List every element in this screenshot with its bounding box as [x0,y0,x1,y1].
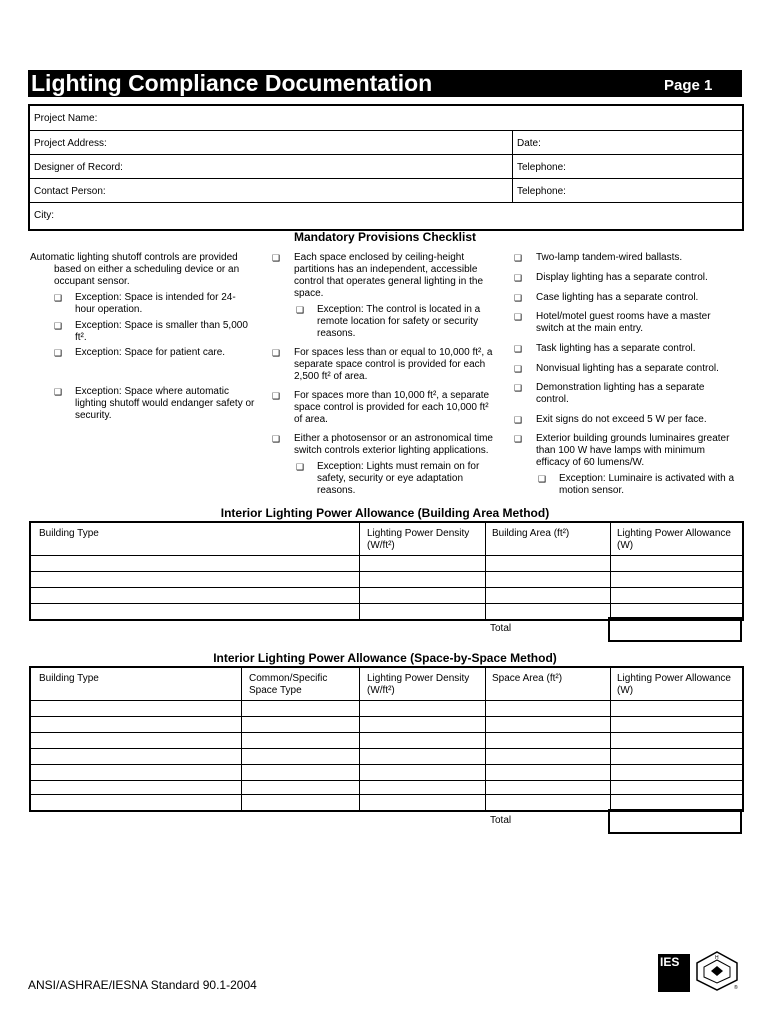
table2-total-label: Total [490,815,512,826]
table2-row-line [31,764,742,765]
telephone-label-2: Telephone: [517,186,566,197]
table2-header-lpd: Lighting Power Density (W/ft²) [367,673,470,696]
checkbox-icon[interactable]: ❑ [514,253,523,263]
col1-ex1: Exception: Space is intended for 24-hour operation. [75,292,236,315]
table2-header-space-type: Common/Specific Space Type [249,673,328,696]
designer-label: Designer of Record: [34,162,123,173]
page-number: Page 1 [664,77,713,94]
project-name-row[interactable] [30,106,742,130]
table1-header-lpd: Lighting Power Density (W/ft²) [367,528,470,551]
checkbox-icon[interactable]: ❑ [54,348,63,358]
table2 [29,666,744,812]
table2-row-line [31,716,742,717]
col3-item8: Exit signs do not exceed 5 W per face. [536,414,707,425]
ies-logo-text: IES [660,955,680,969]
header-bar [28,70,742,97]
table1-row-line [31,555,742,556]
col2-item3: For spaces more than 10,000 ft², a separate space control is provided for each 10,000 ft² of area. [294,390,490,425]
svg-text:H: H [715,955,719,961]
svg-text:®: ® [734,985,738,991]
col1-ex3: Exception: Space for patient care. [75,347,226,358]
table1-header-lpa: Lighting Power Allowance (W) [617,528,731,551]
col3-item1: Two-lamp tandem-wired ballasts. [536,252,683,263]
checkbox-icon[interactable]: ❑ [514,383,523,393]
checkbox-icon[interactable]: ❑ [54,293,63,303]
checkbox-icon[interactable]: ❑ [272,434,281,444]
col3-item9: Exterior building grounds luminaires greater than 100 W have lamps with minimum efficacy of 60 lumens/W. [536,433,730,468]
col3-item6: Nonvisual lighting has a separate control. [536,363,719,374]
col1-intro [30,252,242,288]
contact-row[interactable] [30,178,742,203]
checkbox-icon[interactable]: ❑ [538,474,547,484]
table2-divider [359,668,360,810]
table1-row-line [31,571,742,572]
table2-header-lpa: Lighting Power Allowance (W) [617,673,731,696]
checkbox-icon[interactable]: ❑ [514,364,523,374]
table1-total-label: Total [490,623,512,634]
table1-total-field[interactable] [608,617,742,642]
table2-row-line [31,700,742,701]
table1-header-area: Building Area (ft²) [492,528,570,539]
checkbox-icon[interactable]: ❑ [272,348,281,358]
standard-footer: ANSI/ASHRAE/IESNA Standard 90.1-2004 [28,978,257,992]
table2-title: Interior Lighting Power Allowance (Space-by-Space Method) [213,651,557,665]
col1-ex2: Exception: Space is smaller than 5,000 ft². [75,320,248,343]
ies-ashrae-logo [658,950,740,992]
col2-item4: Either a photosensor or an astronomical time switch controls exterior lighting applications. [294,433,493,456]
checkbox-icon[interactable]: ❑ [54,387,63,397]
city-label: City: [34,210,54,221]
table2-row-line [31,748,742,749]
checkbox-icon[interactable]: ❑ [54,321,63,331]
col3-item4: Hotel/motel guest rooms have a master switch at the main entry. [536,311,711,334]
col1-intro-text: Automatic lighting shutoff controls are provided based on either a scheduling device or an occupant sensor. [30,252,240,287]
table2-row-line [31,732,742,733]
col1-ex4: Exception: Space where automatic lighting shutoff would endanger safety or security. [75,386,255,421]
table2-divider [241,668,242,810]
checkbox-icon[interactable]: ❑ [514,293,523,303]
checkbox-icon[interactable]: ❑ [514,415,523,425]
table2-total-field[interactable] [608,809,742,834]
checkbox-icon[interactable]: ❑ [272,253,281,263]
col3-item3: Case lighting has a separate control. [536,292,699,303]
project-info-box [28,104,744,231]
col3-item7: Demonstration lighting has a separate control. [536,382,705,405]
table1-title: Interior Lighting Power Allowance (Building Area Method) [220,506,550,520]
checkbox-icon[interactable]: ❑ [296,305,305,315]
ies-logo-block [658,954,690,992]
col2-ex2: Exception: Lights must remain on for safety, security or eye adaptation reasons. [317,461,480,496]
col2-ex1: Exception: The control is located in a remote location for safety or security reasons. [317,304,481,339]
city-row[interactable] [30,202,742,227]
col2-item1: Each space enclosed by ceiling-height partitions has an independent, accessible control that operates general lighting in the space. [294,252,484,299]
contact-label: Contact Person: [34,186,106,197]
project-name-label: Project Name: [34,113,98,124]
checkbox-icon[interactable]: ❑ [296,462,305,472]
project-address-row[interactable] [30,130,742,155]
col3-ex1: Exception: Luminaire is activated with a motion sensor. [559,473,735,496]
telephone-label-1: Telephone: [517,162,566,173]
checkbox-icon[interactable]: ❑ [514,312,523,322]
table2-row-line [31,780,742,781]
table2-divider [610,668,611,810]
table2-divider [485,668,486,810]
page-title: Lighting Compliance Documentation [31,70,433,96]
ashrae-logo-icon [694,950,740,992]
checklist-title: Mandatory Provisions Checklist [293,230,477,244]
checkbox-icon[interactable]: ❑ [514,273,523,283]
table1 [29,521,744,621]
project-address-label: Project Address: [34,138,107,149]
date-label: Date: [517,138,541,149]
checkbox-icon[interactable]: ❑ [514,434,523,444]
table2-header-area: Space Area (ft²) [492,673,563,684]
col2-item2: For spaces less than or equal to 10,000 ft², a separate space control is provided for each 2,500 ft² of area. [294,347,493,382]
table2-header-building-type: Building Type [39,673,99,684]
table1-row-line [31,603,742,604]
info-divider [512,130,513,202]
checkbox-icon[interactable]: ❑ [514,344,523,354]
table2-row-line [31,794,742,795]
col3-item2: Display lighting has a separate control. [536,272,708,283]
col3-item5: Task lighting has a separate control. [536,343,696,354]
checkbox-icon[interactable]: ❑ [272,391,281,401]
table1-row-line [31,587,742,588]
table1-header-building-type: Building Type [39,528,99,539]
designer-row[interactable] [30,154,742,179]
